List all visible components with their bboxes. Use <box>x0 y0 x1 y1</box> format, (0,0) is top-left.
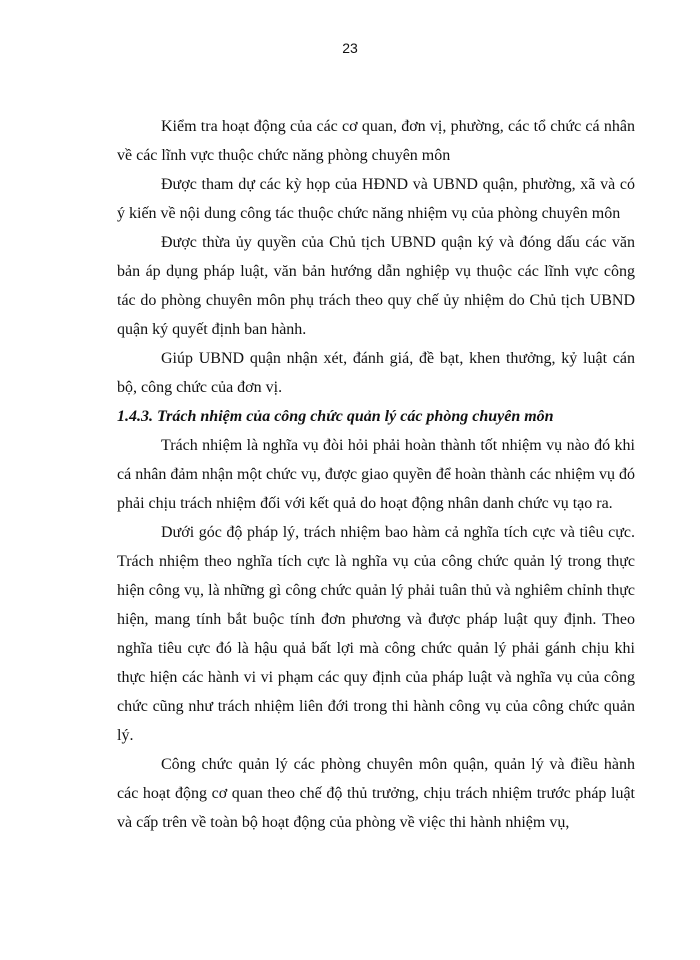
section-heading: 1.4.3. Trách nhiệm của công chức quản lý các phòng chuyên môn <box>117 408 554 425</box>
paragraph-legal-perspective: Dưới góc độ pháp lý, trách nhiệm bao hàm cả nghĩa tích cực và tiêu cực. Trách nhiệm theo nghĩa tích cực là nghĩa vụ của công chức quản lý trong thực hiện công vụ, là những gì công chức quản lý phải tuân thủ và nghiêm chỉnh thực hiện, mang tính bắt buộc tính đơn phương và được pháp luật quy định. Theo nghĩa tiêu cực đó là hậu quả bất lợi mà công chức quản lý phải gánh chịu khi thực hiện các hành vi vi phạm các quy định của pháp luật và nghĩa vụ của công chức cũng như trách nhiệm liên đới trong thi hành công vụ của công chức quản lý. <box>117 524 635 744</box>
paragraph-inspection: Kiểm tra hoạt động của các cơ quan, đơn vị, phường, các tổ chức cá nhân về các lĩnh vực thuộc chức năng phòng chuyên môn <box>117 118 635 164</box>
document-body <box>117 112 635 837</box>
paragraph-authorization: Được thừa ủy quyền của Chủ tịch UBND quận ký và đóng dấu các văn bản áp dụng pháp luật, văn bản hướng dẫn nghiệp vụ thuộc các lĩnh vực công tác do phòng chuyên môn phụ trách theo quy chế ủy nhiệm do Chủ tịch UBND quận ký quyết định ban hành. <box>117 234 635 338</box>
paragraph-personnel-review: Giúp UBND quận nhận xét, đánh giá, đề bạt, khen thưởng, kỷ luật cán bộ, công chức của đơn vị. <box>117 350 635 396</box>
paragraph-council-meetings: Được tham dự các kỳ họp của HĐND và UBND quận, phường, xã và có ý kiến về nội dung công tác thuộc chức năng nhiệm vụ của phòng chuyên môn <box>117 176 635 222</box>
paragraph-manager-duties: Công chức quản lý các phòng chuyên môn quận, quản lý và điều hành các hoạt động cơ quan theo chế độ thủ trưởng, chịu trách nhiệm trước pháp luật và cấp trên về toàn bộ hoạt động của phòng về việc thi hành nhiệm vụ, <box>117 756 635 831</box>
paragraph-responsibility-definition: Trách nhiệm là nghĩa vụ đòi hỏi phải hoàn thành tốt nhiệm vụ nào đó khi cá nhân đảm nhận một chức vụ, được giao quyền để hoàn thành các nhiệm vụ đó phải chịu trách nhiệm đối với kết quả do hoạt động nhân danh chức vụ tạo ra. <box>117 437 635 512</box>
page-number: 23 <box>342 40 358 56</box>
